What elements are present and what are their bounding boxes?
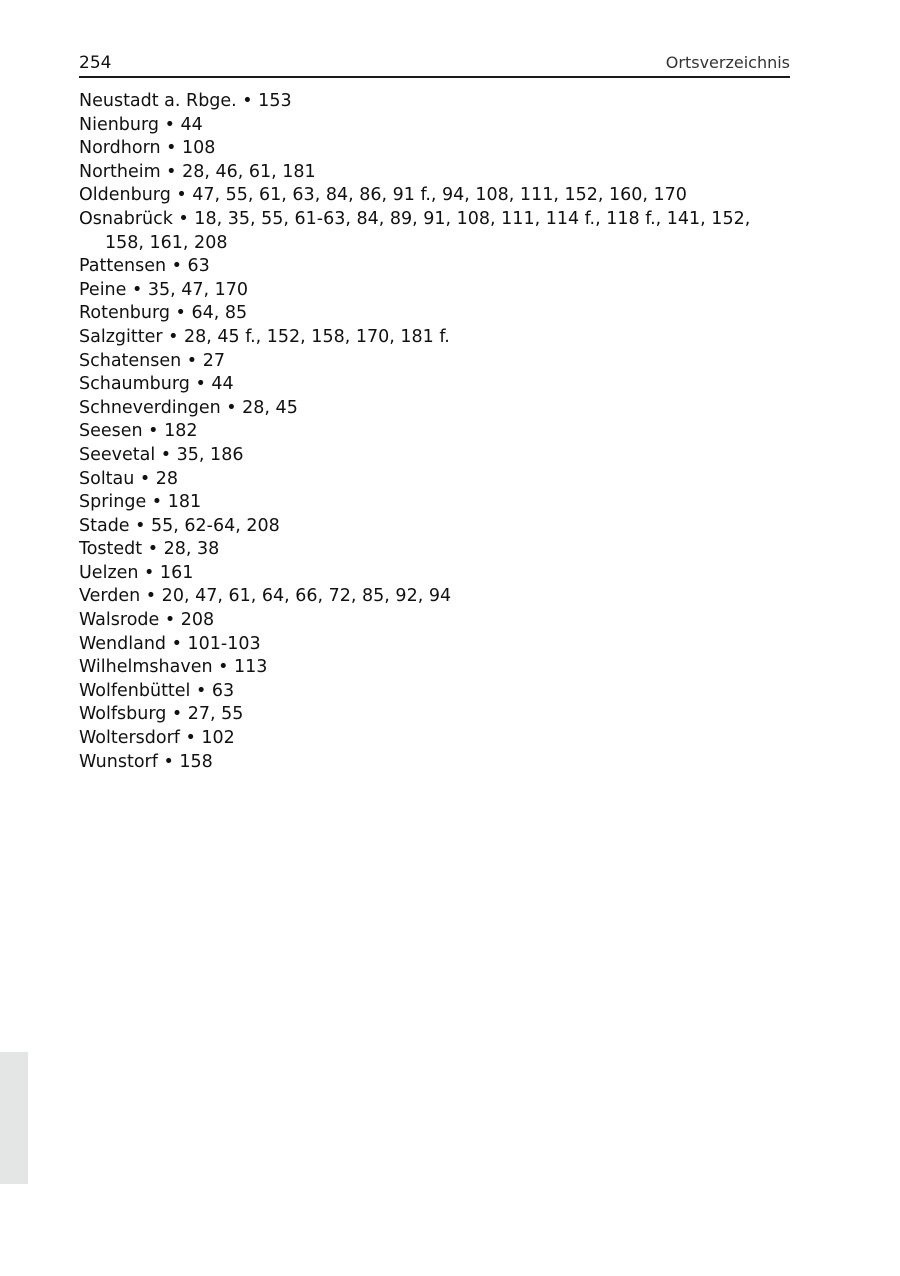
index-entry: Wilhelmshaven • 113 — [79, 657, 268, 678]
thumb-index-tab — [0, 1052, 28, 1184]
index-entry: Seesen • 182 — [79, 421, 198, 442]
index-entry: Wolfsburg • 27, 55 — [79, 704, 244, 725]
index-entry: Woltersdorf • 102 — [79, 728, 235, 749]
index-entry: Springe • 181 — [79, 492, 202, 513]
index-entry: Wendland • 101-103 — [79, 633, 261, 654]
index-entry: Uelzen • 161 — [79, 562, 194, 583]
index-entry: Pattensen • 63 — [79, 256, 210, 277]
index-entry: Northeim • 28, 46, 61, 181 — [79, 161, 316, 182]
index-entry: Schaumburg • 44 — [79, 374, 234, 395]
index-entry: Salzgitter • 28, 45 f., 152, 158, 170, 181 f. — [79, 326, 450, 347]
index-entry: Osnabrück • 18, 35, 55, 61-63, 84, 89, 91, 108, 111, 114 f., 118 f., 141, 152, 158, 161, 208 — [79, 208, 751, 253]
index-entry: Seevetal • 35, 186 — [79, 444, 244, 465]
index-entry: Walsrode • 208 — [79, 610, 215, 631]
index-entry: Stade • 55, 62-64, 208 — [79, 515, 280, 536]
index-entry: Soltau • 28 — [79, 468, 179, 489]
index-entry: Oldenburg • 47, 55, 61, 63, 84, 86, 91 f., 94, 108, 111, 152, 160, 170 — [79, 185, 687, 206]
page-number: 254 — [79, 53, 112, 73]
page-header — [79, 52, 790, 78]
index-entry: Peine • 35, 47, 170 — [79, 279, 249, 300]
index-entry: Wunstorf • 158 — [79, 751, 213, 772]
place-index-list — [79, 90, 790, 774]
index-entry: Wolfenbüttel • 63 — [79, 680, 235, 701]
index-entry: Rotenburg • 64, 85 — [79, 303, 248, 324]
index-entry: Schatensen • 27 — [79, 350, 225, 371]
index-entry: Schneverdingen • 28, 45 — [79, 397, 298, 418]
index-entry: Nordhorn • 108 — [79, 138, 216, 159]
index-entry: Verden • 20, 47, 61, 64, 66, 72, 85, 92, 94 — [79, 586, 452, 607]
index-entry: Nienburg • 44 — [79, 114, 203, 135]
index-entry: Neustadt a. Rbge. • 153 — [79, 91, 292, 111]
index-entry: Tostedt • 28, 38 — [79, 539, 220, 560]
running-title: Ortsverzeichnis — [665, 53, 790, 72]
